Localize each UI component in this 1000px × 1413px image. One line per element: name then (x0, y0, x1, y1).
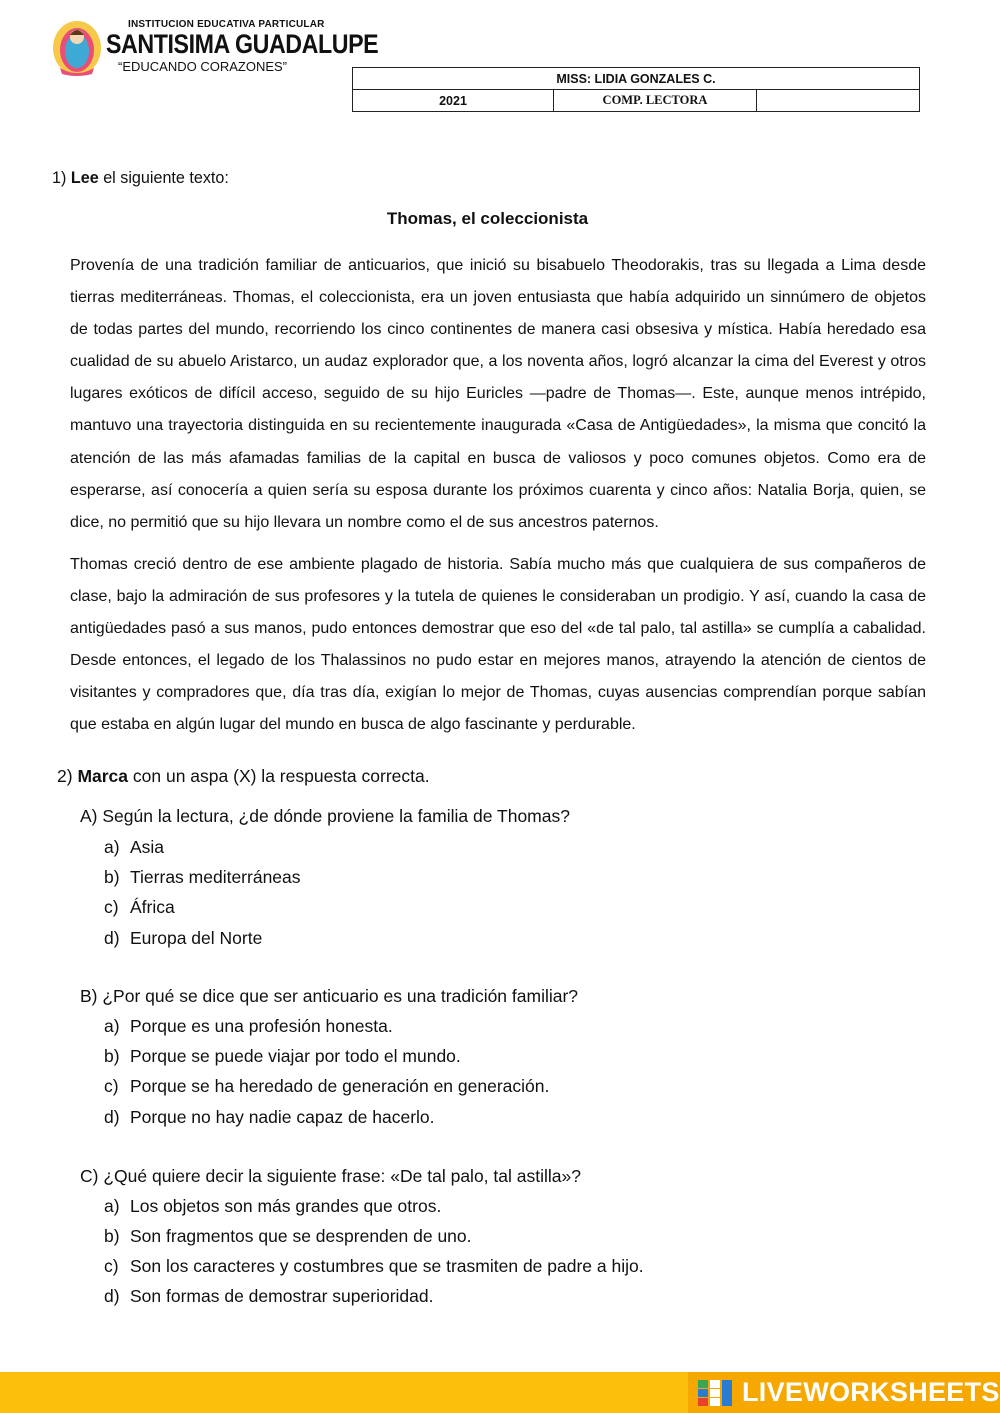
question-b-prompt: B) ¿Por qué se dice que ser anticuario es una tradición familiar? (80, 986, 579, 1006)
option-letter: c) (104, 1256, 119, 1276)
question-a-prompt: A) Según la lectura, ¿de dónde proviene la familia de Thomas? (80, 806, 570, 826)
option-a-b[interactable] (104, 867, 301, 888)
option-letter: a) (104, 1196, 120, 1216)
option-letter: b) (104, 867, 120, 887)
liveworksheets-brand[interactable]: LIVEWORKSHEETS (742, 1377, 1000, 1407)
virgin-logo-icon (52, 20, 102, 76)
option-text: Asia (130, 837, 165, 857)
question-2-verb: Marca (77, 766, 129, 786)
option-c-c[interactable] (104, 1256, 644, 1277)
option-text: Porque es una profesión honesta. (130, 1016, 393, 1036)
option-letter: b) (104, 1226, 120, 1246)
option-text: Europa del Norte (130, 928, 263, 948)
option-b-c[interactable] (104, 1076, 549, 1097)
option-c-a[interactable] (104, 1196, 441, 1217)
question-1-heading (52, 168, 229, 188)
header-info-table (352, 67, 920, 112)
subject-cell: COMP. LECTORA (554, 90, 757, 112)
option-letter: d) (104, 1107, 120, 1127)
option-letter: c) (104, 1076, 119, 1096)
question-c-prompt: C) ¿Qué quiere decir la siguiente frase: «De tal palo, tal astilla»? (80, 1166, 581, 1186)
option-a-c[interactable] (104, 897, 175, 918)
reading-title: Thomas, el coleccionista (386, 209, 589, 228)
option-a-a[interactable] (104, 837, 164, 858)
option-text: Porque se puede viajar por todo el mundo. (130, 1046, 461, 1066)
option-text: Porque no hay nadie capaz de hacerlo. (130, 1107, 435, 1127)
option-text: África (130, 897, 175, 917)
question-1-instruction: el siguiente texto: (103, 168, 229, 187)
question-1-verb: Lee (70, 168, 99, 187)
year-cell: 2021 (353, 90, 554, 112)
question-2-number: 2) (57, 766, 73, 786)
question-2-heading (57, 766, 430, 787)
reading-text (70, 250, 926, 751)
school-motto: “EDUCANDO CORAZONES” (118, 59, 288, 74)
option-letter: d) (104, 928, 120, 948)
reading-paragraph-2: Thomas creció dentro de ese ambiente plagado de historia. Sabía mucho más que cualquiera de sus compañeros de clase, bajo la admiración de sus profesores y la tutela de quienes le consideraban un prodigio. Y así, cuando la casa de antigüedades pasó a sus manos, pudo entonces demostrar que eso del «de tal palo, tal astilla» se cumplía a cabalidad. Desde entonces, el legado de los Thalassinos no pudo estar en mejores manos, atrayendo la atención de cientos de visitantes y compradores que, día tras día, exigían lo mejor de Thomas, cuyas ausencias comprendían porque sabían que estaba en algún lugar del mundo en busca de algo fascinante y perdurable. (70, 555, 926, 734)
option-text: Son fragmentos que se desprenden de uno. (130, 1226, 472, 1246)
option-text: Los objetos son más grandes que otros. (130, 1196, 442, 1216)
empty-cell (757, 90, 920, 112)
option-text: Son los caracteres y costumbres que se trasmiten de padre a hijo. (130, 1256, 644, 1276)
school-logo (52, 20, 102, 76)
option-letter: a) (104, 837, 120, 857)
option-text: Son formas de demostrar superioridad. (130, 1286, 434, 1306)
option-b-a[interactable] (104, 1016, 393, 1037)
option-text: Porque se ha heredado de generación en generación. (130, 1076, 550, 1096)
option-c-b[interactable] (104, 1226, 472, 1247)
option-letter: b) (104, 1046, 120, 1066)
option-b-b[interactable] (104, 1046, 461, 1067)
option-letter: d) (104, 1286, 120, 1306)
option-text: Tierras mediterráneas (130, 867, 301, 887)
reading-paragraph-1: Provenía de una tradición familiar de anticuarios, que inició su bisabuelo Theodorakis, tras su llegada a Lima desde tierras mediterráneas. Thomas, el coleccionista, era un joven entusiasta que había adquirido un sinnúmero de objetos de todas partes del mundo, recorriendo los cinco continentes de manera casi obsesiva y mística. Había heredado esa cualidad de su abuelo Aristarco, un audaz explorador que, a los noventa años, logró alcanzar la cima del Everest y otros lugares exóticos de difícil acceso, seguido de su hijo Euricles —padre de Thomas—. Este, aunque menos intrépido, mantuvo una trayectoria distinguida en su recientemente inaugurada «Casa de Antigüedades», la misma que concitó la atención de las más afamadas familias de la capital en busca de valiosos y poco comunes objetos. Como era de esperarse, así conocería a quien sería su esposa durante los próximos cuarenta y cinco años: Natalia Borja, quien, se dice, no permitió que su hijo llevara un nombre como el de sus ancestros paternos. (70, 257, 926, 531)
school-prefix: INSTITUCION EDUCATIVA PARTICULAR (128, 19, 325, 30)
option-letter: a) (104, 1016, 120, 1036)
option-a-d[interactable] (104, 928, 262, 949)
option-c-d[interactable] (104, 1286, 433, 1307)
teacher-name: MISS: LIDIA GONZALES C. (353, 68, 920, 90)
option-letter: c) (104, 897, 119, 917)
option-b-d[interactable] (104, 1107, 435, 1128)
question-2-instruction: con un aspa (X) la respuesta correcta. (132, 766, 430, 786)
question-1-number: 1) (52, 168, 67, 187)
liveworksheets-icon (696, 1378, 740, 1408)
school-name: SANTISIMA GUADALUPE (106, 29, 379, 59)
